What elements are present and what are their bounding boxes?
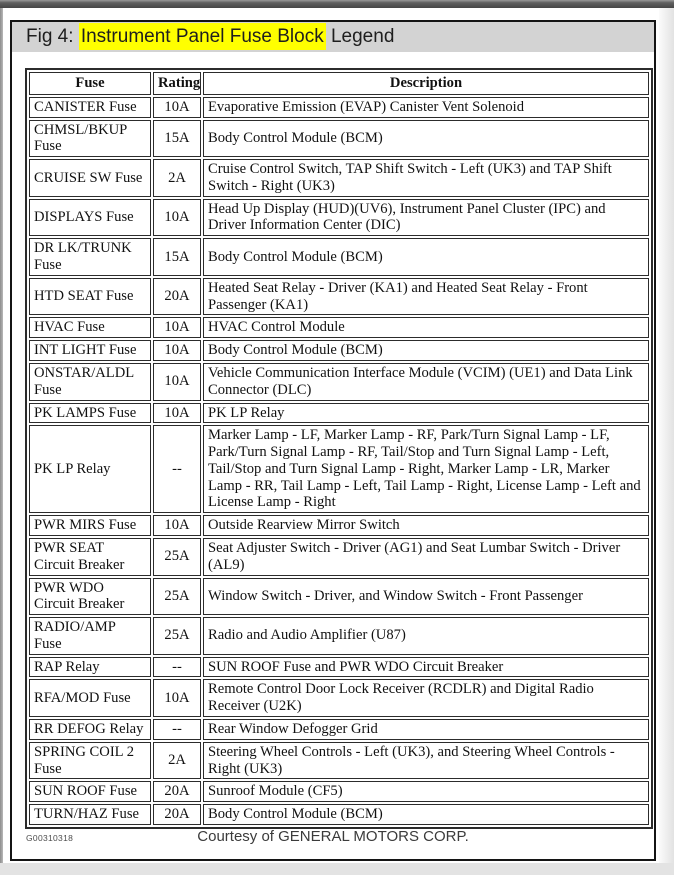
fuse-name-cell: HTD SEAT Fuse: [29, 278, 151, 316]
fuse-name-cell: PK LP Relay: [29, 425, 151, 513]
fuse-name-cell: CRUISE SW Fuse: [29, 159, 151, 197]
fuse-name-cell: SPRING COIL 2 Fuse: [29, 742, 151, 780]
fuse-name-cell: RR DEFOG Relay: [29, 719, 151, 740]
rating-cell: 20A: [153, 781, 201, 802]
fuse-row: [29, 742, 649, 780]
fuse-row: [29, 657, 649, 678]
figure-title: [12, 22, 654, 52]
fuse-name-cell: RADIO/AMP Fuse: [29, 617, 151, 655]
fuse-row: [29, 403, 649, 424]
window-top-edge: [0, 0, 674, 8]
rating-cell: 10A: [153, 403, 201, 424]
description-cell: Outside Rearview Mirror Switch: [203, 515, 649, 536]
fuse-name-cell: DISPLAYS Fuse: [29, 199, 151, 237]
description-cell: Sunroof Module (CF5): [203, 781, 649, 802]
fuse-row: [29, 515, 649, 536]
fuse-row: [29, 278, 649, 316]
rating-cell: 10A: [153, 199, 201, 237]
fuse-legend-table: [25, 68, 653, 829]
fuse-row: [29, 617, 649, 655]
rating-cell: 10A: [153, 679, 201, 717]
description-cell: Rear Window Defogger Grid: [203, 719, 649, 740]
rating-cell: 10A: [153, 97, 201, 118]
description-cell: Evaporative Emission (EVAP) Canister Vent Solenoid: [203, 97, 649, 118]
page-bottom-edge: [0, 863, 674, 875]
fuse-name-cell: PWR SEAT Circuit Breaker: [29, 538, 151, 576]
courtesy-line: Courtesy of GENERAL MOTORS CORP.: [197, 828, 469, 845]
fuse-name-cell: ONSTAR/ALDL Fuse: [29, 363, 151, 401]
rating-cell: 25A: [153, 578, 201, 616]
description-cell: Window Switch - Driver, and Window Switch - Front Passenger: [203, 578, 649, 616]
fuse-row: [29, 159, 649, 197]
figure-code: G00310318: [26, 832, 74, 843]
fuse-row: [29, 120, 649, 158]
fuse-name-cell: TURN/HAZ Fuse: [29, 804, 151, 825]
fuse-name-cell: INT LIGHT Fuse: [29, 340, 151, 361]
fuse-row: [29, 781, 649, 802]
fuse-row: [29, 363, 649, 401]
description-cell: Body Control Module (BCM): [203, 340, 649, 361]
fuse-name-cell: PWR WDO Circuit Breaker: [29, 578, 151, 616]
rating-cell: --: [153, 425, 201, 513]
description-cell: PK LP Relay: [203, 403, 649, 424]
fuse-row: [29, 238, 649, 276]
description-cell: Cruise Control Switch, TAP Shift Switch - Left (UK3) and TAP Shift Switch - Right (UK3): [203, 159, 649, 197]
figure-panel: [10, 20, 656, 861]
description-cell: SUN ROOF Fuse and PWR WDO Circuit Breaker: [203, 657, 649, 678]
fuse-row: [29, 317, 649, 338]
rating-cell: --: [153, 657, 201, 678]
description-cell: Radio and Audio Amplifier (U87): [203, 617, 649, 655]
rating-cell: 10A: [153, 515, 201, 536]
description-cell: Body Control Module (BCM): [203, 238, 649, 276]
rating-cell: 20A: [153, 278, 201, 316]
fuse-row: [29, 425, 649, 513]
fuse-row: [29, 804, 649, 825]
page-left-edge: [0, 8, 3, 863]
fuse-row: [29, 97, 649, 118]
rating-cell: 10A: [153, 340, 201, 361]
description-cell: Body Control Module (BCM): [203, 120, 649, 158]
page-right-edge: [659, 8, 674, 863]
rating-cell: 25A: [153, 538, 201, 576]
col-header-rating: Rating: [153, 72, 201, 95]
fuse-name-cell: RFA/MOD Fuse: [29, 679, 151, 717]
col-header-description: Description: [203, 72, 649, 95]
description-cell: Vehicle Communication Interface Module (VCIM) (UE1) and Data Link Connector (DLC): [203, 363, 649, 401]
description-cell: Heated Seat Relay - Driver (KA1) and Heated Seat Relay - Front Passenger (KA1): [203, 278, 649, 316]
fuse-row: [29, 679, 649, 717]
fuse-name-cell: RAP Relay: [29, 657, 151, 678]
fuse-name-cell: CHMSL/BKUP Fuse: [29, 120, 151, 158]
fuse-name-cell: SUN ROOF Fuse: [29, 781, 151, 802]
rating-cell: 20A: [153, 804, 201, 825]
fuse-name-cell: HVAC Fuse: [29, 317, 151, 338]
rating-cell: 2A: [153, 742, 201, 780]
fuse-name-cell: PK LAMPS Fuse: [29, 403, 151, 424]
description-cell: Marker Lamp - LF, Marker Lamp - RF, Park/Turn Signal Lamp - LF, Park/Turn Signal Lamp - RF, Tail/Stop and Turn Signal Lamp - Left, Tail/Stop and Turn Signal Lamp - Right, Marker Lamp - LR, Marker Lamp - RR, Tail Lamp - Left, Tail Lamp - Right, License Lamp - Left and License Lamp - Right: [203, 425, 649, 513]
description-cell: Body Control Module (BCM): [203, 804, 649, 825]
rating-cell: 2A: [153, 159, 201, 197]
description-cell: Head Up Display (HUD)(UV6), Instrument Panel Cluster (IPC) and Driver Information Center (DIC): [203, 199, 649, 237]
rating-cell: 15A: [153, 120, 201, 158]
rating-cell: 25A: [153, 617, 201, 655]
fuse-row: [29, 538, 649, 576]
figure-title-prefix: Fig 4:: [26, 26, 79, 47]
fuse-name-cell: CANISTER Fuse: [29, 97, 151, 118]
fuse-row: [29, 719, 649, 740]
fuse-row: [29, 578, 649, 616]
rating-cell: 15A: [153, 238, 201, 276]
figure-title-suffix: Legend: [325, 26, 395, 47]
rating-cell: --: [153, 719, 201, 740]
table-header-row: [29, 72, 649, 95]
description-cell: HVAC Control Module: [203, 317, 649, 338]
search-highlight: Instrument Panel Fuse Block: [79, 23, 326, 50]
fuse-name-cell: PWR MIRS Fuse: [29, 515, 151, 536]
description-cell: Steering Wheel Controls - Left (UK3), and Steering Wheel Controls - Right (UK3): [203, 742, 649, 780]
fuse-row: [29, 199, 649, 237]
rating-cell: 10A: [153, 363, 201, 401]
description-cell: Seat Adjuster Switch - Driver (AG1) and Seat Lumbar Switch - Driver (AL9): [203, 538, 649, 576]
fuse-name-cell: DR LK/TRUNK Fuse: [29, 238, 151, 276]
fuse-row: [29, 340, 649, 361]
rating-cell: 10A: [153, 317, 201, 338]
description-cell: Remote Control Door Lock Receiver (RCDLR) and Digital Radio Receiver (U2K): [203, 679, 649, 717]
col-header-fuse: Fuse: [29, 72, 151, 95]
